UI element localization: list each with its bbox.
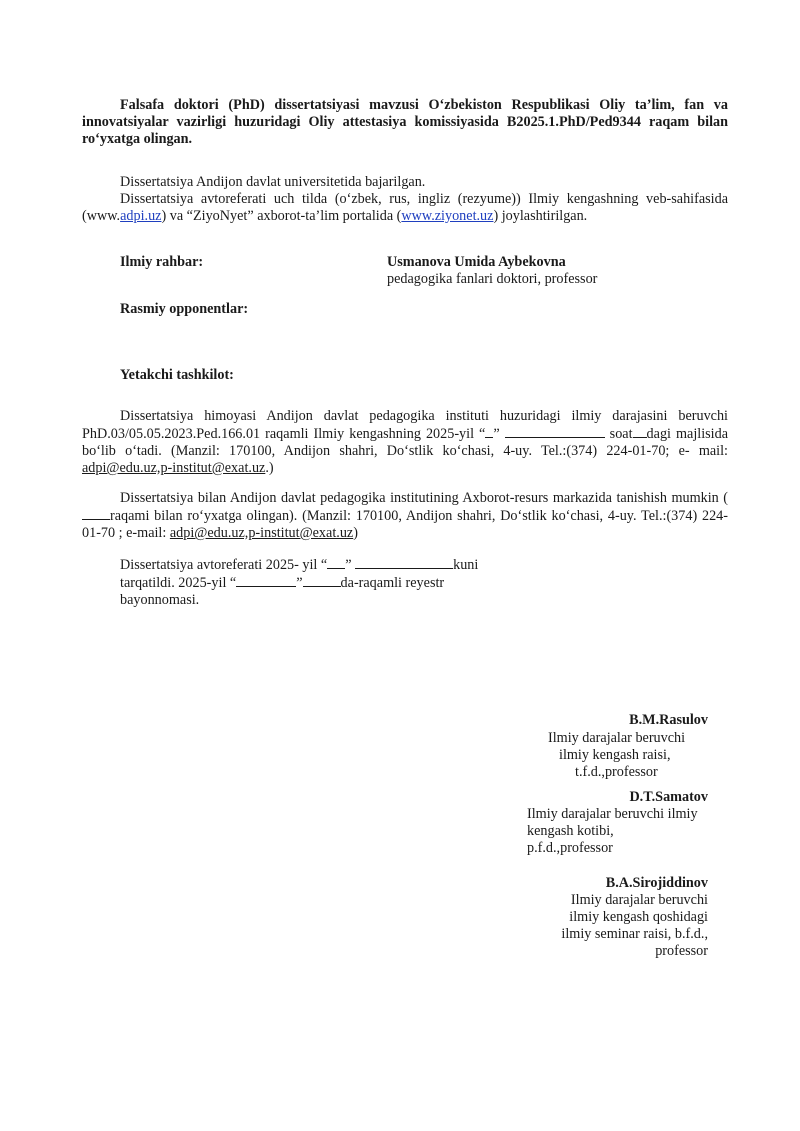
- distribution-text-a: Dissertatsiya avtoreferati 2025- yil “: [120, 557, 328, 573]
- defense-text-a: Dissertatsiya himoyasi Andijon davlat pedagogika instituti huzuridagi ilmiy darajasini beruvchi PhD.03/05.05.2023.Ped.166.01 raqamli Ilmiy kengashning 2025-yil “: [82, 408, 728, 442]
- library-text-b: raqami bilan ro‘yxatga olingan). (Manzil: 170100, Andijon shahri, Do‘stlik ko‘chasi, 4-uy. Tel.:(374) 224-01-70 ; e-mail:: [82, 508, 728, 541]
- signature-3-title: [528, 892, 708, 960]
- library-text-a: Dissertatsiya bilan Andijon davlat pedagogika institutining Axborot-resurs markazida tanishish mumkin (: [120, 490, 728, 506]
- signature-2-line-2: kengash kotibi,: [527, 823, 614, 839]
- adpi-link[interactable]: adpi.uz: [120, 208, 162, 224]
- signature-3-line-3: ilmiy seminar raisi, b.f.d.,: [561, 926, 708, 942]
- intro-publication-paragraph: [82, 191, 728, 225]
- signature-2-title: [527, 806, 727, 857]
- signature-2-line-1: Ilmiy darajalar beruvchi ilmiy: [527, 806, 698, 822]
- distribution-line-3: bayonnomasi.: [120, 592, 200, 608]
- intro-university-text: Dissertatsiya Andijon davlat universitetida bajarilgan.: [120, 174, 426, 190]
- distribution-text-c: kuni: [453, 557, 479, 573]
- distribution-block: [120, 556, 520, 609]
- signature-3-name: B.A.Sirojiddinov: [605, 875, 708, 891]
- signature-3-line-4: professor: [655, 943, 708, 959]
- defense-text-b: ”: [493, 426, 505, 442]
- distribution-number-blank: [303, 574, 341, 587]
- distribution-text-d: tarqatildi. 2025-yil “: [120, 575, 237, 591]
- distribution-line-2: [120, 574, 520, 592]
- signature-1-line-3: t.f.d.,professor: [575, 764, 658, 780]
- defense-month-blank: [505, 425, 605, 438]
- defense-text-c: soat: [604, 426, 633, 442]
- defense-text-d: dagi majlisida bo‘lib o‘tadi. (Manzil: 170100, Andijon shahri, Do‘stlik ko‘chasi, 4-uy. Tel.:(374) 224-01-70; e- mail:: [82, 426, 728, 459]
- registration-header: Falsafa doktori (PhD) dissertatsiyasi mavzusi O‘zbekiston Respublikasi Oliy ta’lim, fan va innovatsiyalar vazirligi huzuridagi Oliy attestasiya komissiyasida B2025.1.PhD/Ped9344 raqam bilan ro‘yxatga olingan.: [82, 97, 728, 147]
- intro-publication-text-b: ) va “ZiyoNyet” axborot-ta’lim portalida (: [161, 208, 402, 224]
- distribution-text-f: da-raqamli reyestr: [340, 575, 445, 591]
- library-text-c: ): [353, 525, 358, 541]
- defense-email-link[interactable]: adpi@edu.uz,p-institut@exat.uz: [82, 460, 266, 476]
- distribution-text-b: ”: [345, 557, 356, 573]
- defense-hour-blank: [633, 425, 647, 438]
- distribution-day-blank: [327, 556, 345, 569]
- signature-1-title: [548, 730, 718, 781]
- distribution-line-1: [120, 556, 520, 574]
- distribution-date-blank: [236, 574, 296, 587]
- ziyonet-link[interactable]: www.ziyonet.uz: [401, 208, 494, 224]
- supervisor-info: [387, 254, 597, 288]
- library-number-blank: [82, 507, 110, 520]
- supervisor-title: pedagogika fanlari doktori, professor: [387, 271, 598, 287]
- library-paragraph: [82, 490, 728, 542]
- signature-1-line-2: ilmiy kengash raisi,: [559, 747, 671, 763]
- lead-org-label: Yetakchi tashkilot:: [120, 367, 234, 383]
- distribution-text-e: ”: [296, 575, 303, 591]
- signature-3-line-2: ilmiy kengash qoshidagi: [569, 909, 708, 925]
- signature-2-name: D.T.Samatov: [629, 789, 708, 805]
- opponents-label: Rasmiy opponentlar:: [120, 301, 249, 317]
- defense-paragraph: [82, 408, 728, 477]
- signature-2-line-3: p.f.d.,professor: [527, 840, 613, 856]
- distribution-month-blank: [355, 556, 453, 569]
- signature-1-name: B.M.Rasulov: [629, 712, 708, 728]
- signature-3-line-1: Ilmiy darajalar beruvchi: [570, 892, 708, 908]
- intro-university-line: [82, 174, 728, 191]
- defense-text-e: .): [265, 460, 274, 476]
- intro-publication-text-a: Dissertatsiya avtoreferati uch tilda (o‘zbek, rus, ingliz (rezyume)) Ilmiy kengashning veb-sahifasida (www.: [82, 191, 728, 224]
- signature-1-line-1: Ilmiy darajalar beruvchi: [548, 730, 686, 746]
- supervisor-name: Usmanova Umida Aybekovna: [387, 254, 566, 270]
- library-email-link[interactable]: adpi@edu.uz,p-institut@exat.uz: [169, 525, 354, 541]
- intro-publication-text-c: ) joylashtirilgan.: [493, 208, 588, 224]
- supervisor-label: Ilmiy rahbar:: [120, 254, 204, 270]
